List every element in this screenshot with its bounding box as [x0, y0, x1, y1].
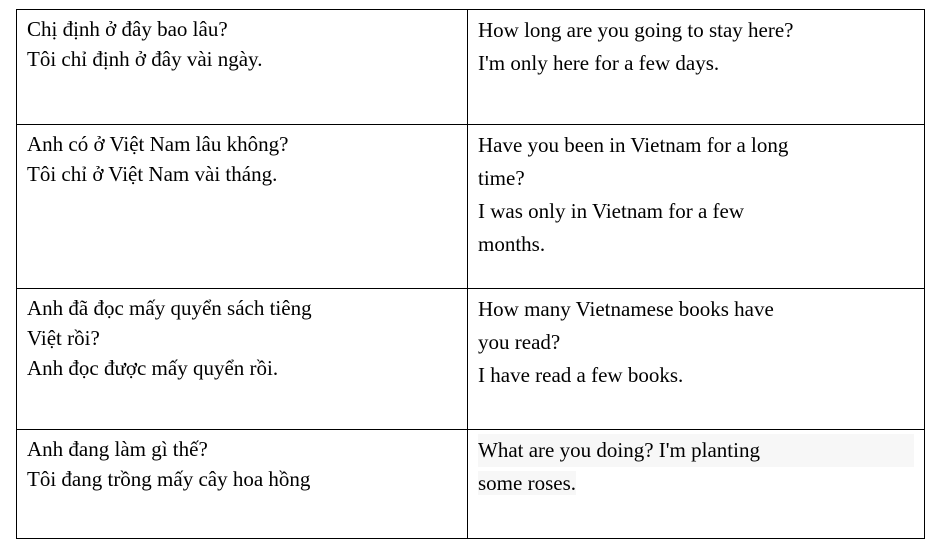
vietnamese-cell — [17, 10, 468, 125]
english-cell — [468, 125, 925, 289]
vietnamese-line: Anh có ở Việt Nam lâu không? — [27, 132, 289, 156]
vietnamese-cell — [17, 430, 468, 539]
english-line: How many Vietnamese books have — [478, 297, 774, 321]
table-row — [17, 125, 925, 289]
vietnamese-line: Chị định ở đây bao lâu? — [27, 17, 228, 41]
english-cell — [468, 10, 925, 125]
english-cell — [468, 289, 925, 430]
vietnamese-cell — [17, 289, 468, 430]
table-row — [17, 430, 925, 539]
vietnamese-line: Tôi đang trồng mấy cây hoa hồng — [27, 467, 311, 491]
english-line: I have read a few books. — [478, 363, 684, 387]
vietnamese-cell — [17, 125, 468, 289]
vietnamese-line: Việt rồi? — [27, 326, 100, 350]
phrase-table — [16, 9, 925, 539]
english-cell — [468, 430, 925, 539]
english-line: I'm only here for a few days. — [478, 51, 720, 75]
english-line: What are you doing? I'm planting — [478, 434, 914, 467]
english-line: time? — [478, 166, 525, 190]
english-line: How long are you going to stay here? — [478, 18, 794, 42]
vietnamese-line: Anh đã đọc mấy quyển sách tiêng — [27, 296, 312, 320]
english-line: I was only in Vietnam for a few — [478, 199, 745, 223]
english-line — [478, 467, 914, 500]
vietnamese-line: Anh đang làm gì thế? — [27, 437, 208, 461]
english-line: you read? — [478, 330, 561, 354]
english-line: Have you been in Vietnam for a long — [478, 133, 789, 157]
table-row — [17, 10, 925, 125]
vietnamese-line: Tôi chỉ định ở đây vài ngày. — [27, 47, 263, 71]
vietnamese-line: Anh đọc được mấy quyển rồi. — [27, 356, 279, 380]
table-row — [17, 289, 925, 430]
vietnamese-line: Tôi chỉ ở Việt Nam vài tháng. — [27, 162, 278, 186]
english-line: months. — [478, 232, 546, 256]
english-line-text: some roses. — [478, 471, 576, 495]
